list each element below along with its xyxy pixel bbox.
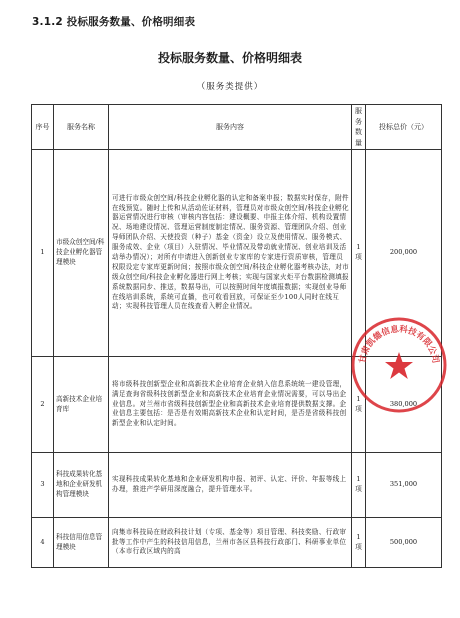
row-service-content: 可进行市级众创空间/科技企业孵化器的认定和备案申报；数据实时保存，附件在线预览。随时上传和从活动佐证材料，管理员对市级众创空间/科技企业孵化器运营情况进行审核（审核内容包括：建设概要、申报主体介绍、机构设置情况、场地建设情况、管理运营制度制定情况、服务资源、管理团队介绍、创业导师团队介绍、天使投资（种子）基金（资金）设立及使用情况、服务模式、服务成效、企业（项目）入驻情况、毕业情况及带动就业情况、创业培训及活动举办情况）；对所有申请进入创新创业专家库的专家进行资质审核，管理员权限设定专家库更新时间；按照市级众创空间/科技企业孵化器考核办法，对市级众创空间/科技企业孵化器进行网上考核；实现与国家火炬平台数据检测填报系统数据同步、推送，数据导出，可以按照时间年度填报数据；实现创业导师在线培训系统，系统可直播，也可收看回放，可保证至少100人同时在线互动；实现科技管理人员在线查看入孵企业情况。 (109, 150, 352, 357)
seal-text-path: 甘肃凯德信息科技有限公司 (357, 324, 441, 365)
header-no: 序号 (32, 105, 54, 150)
header-service-qty: 服务数量 (352, 105, 366, 150)
row-service-name: 科技信用信息管理模块 (54, 518, 109, 568)
section-heading: 3.1.2 投标服务数量、价格明细表 (32, 16, 196, 28)
header-total-price: 投标总价（元） (366, 105, 442, 150)
row-no: 2 (32, 357, 54, 453)
row-service-name: 科技成果转化基地和企业研发机构管理模块 (54, 453, 109, 518)
row-qty: 1 项 (352, 453, 366, 518)
header-service-content: 服务内容 (109, 105, 352, 150)
header-service-name: 服务名称 (54, 105, 109, 150)
table-header-row (32, 105, 442, 150)
row-no: 1 (32, 150, 54, 357)
document-title: 投标服务数量、价格明细表 (157, 51, 302, 65)
star-icon (385, 352, 413, 379)
row-service-content: 实现科技成果转化基地和企业研发机构申报、初评、认定、评价、年报等线上办理，推进产学研用深度融合，提升管理水平。 (109, 453, 352, 518)
row-service-name: 市级众创空间/科技企业孵化器管理模块 (54, 150, 109, 357)
row-qty: 1 项 (352, 518, 366, 568)
row-qty: 1 项 (352, 357, 366, 453)
row-service-content: 向集市科技局在财政科技计划（专项、基金等）项目管理、科技奖励、行政审批等工作中产生的科技信用信息，兰州市各区县科技行政部门、科研事业单位（本市行政区域内的高 (109, 518, 352, 568)
table-row (32, 518, 442, 568)
row-no: 4 (32, 518, 54, 568)
row-price: 380,000 (366, 357, 442, 453)
row-service-name: 高新技术企业培育库 (54, 357, 109, 453)
row-price: 351,000 (366, 453, 442, 518)
row-qty: 1 项 (352, 150, 366, 357)
row-price: 200,000 (366, 150, 442, 357)
row-service-content: 将市级科技创新型企业和高新技术企业培育企业纳入信息系统统一建设管理，满足查询省级科技创新型企业和高新技术企业培育企业情况需要，可以导出企业信息。对兰州市省级科技创新型企业和高新技术企业培育提供数据支撑。企业信息主要包括：是否是有效期高新技术企业和认定时间，是否是省级科技创新型企业和认定时间。 (109, 357, 352, 453)
document-subtitle: （服务类提供） (196, 82, 264, 92)
row-no: 3 (32, 453, 54, 518)
table-row (32, 453, 442, 518)
row-price: 500,000 (366, 518, 442, 568)
company-seal-stamp (346, 312, 452, 418)
